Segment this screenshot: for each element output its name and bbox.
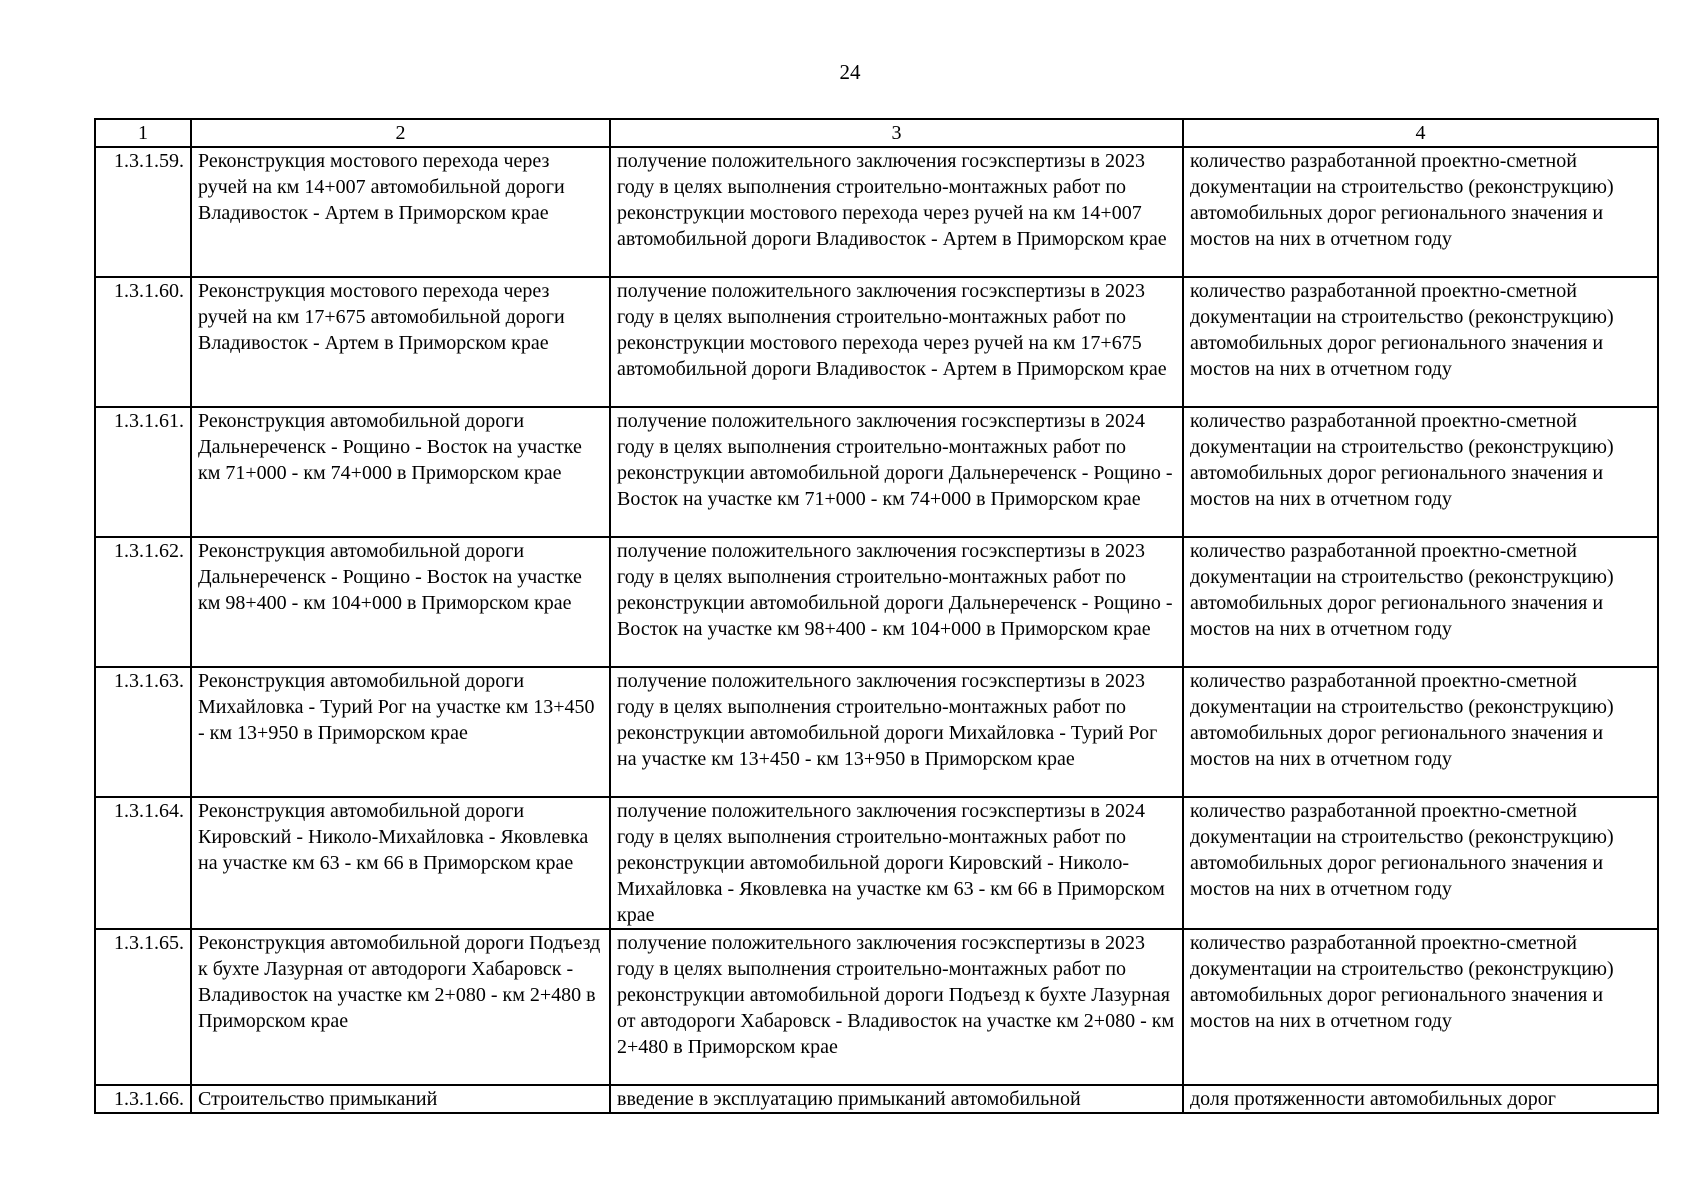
page-number: 24 — [839, 60, 861, 84]
row-number: 1.3.1.60. — [95, 277, 191, 407]
expected-result: получение положительного заключения госэкспертизы в 2023 году в целях выполнения строительно-монтажных работ по реконструкции мостового перехода через ручей на км 17+675 автомобильной дороги Владивосток - Артем в Приморском крае — [610, 277, 1183, 407]
row-number: 1.3.1.65. — [95, 929, 191, 1085]
row-number: 1.3.1.59. — [95, 147, 191, 277]
table-header-row — [95, 119, 1658, 147]
indicator: количество разработанной проектно-сметной документации на строительство (реконструкцию) автомобильных дорог регионального значения и мостов на них в отчетном году — [1183, 797, 1658, 929]
indicator: количество разработанной проектно-сметной документации на строительство (реконструкцию) автомобильных дорог регионального значения и мостов на них в отчетном году — [1183, 667, 1658, 797]
table-row — [95, 147, 1658, 277]
expected-result: получение положительного заключения госэкспертизы в 2023 году в целях выполнения строительно-монтажных работ по реконструкции мостового перехода через ручей на км 14+007 автомобильной дороги Владивосток - Артем в Приморском крае — [610, 147, 1183, 277]
event-name: Реконструкция автомобильной дороги Подъезд к бухте Лазурная от автодороги Хабаровск - Владивосток на участке км 2+080 - км 2+480 в Приморском крае — [191, 929, 610, 1085]
event-name: Реконструкция автомобильной дороги Дальнереченск - Рощино - Восток на участке км 71+000 - км 74+000 в Приморском крае — [191, 407, 610, 537]
row-number: 1.3.1.64. — [95, 797, 191, 929]
indicator: количество разработанной проектно-сметной документации на строительство (реконструкцию) автомобильных дорог регионального значения и мостов на них в отчетном году — [1183, 407, 1658, 537]
indicator: количество разработанной проектно-сметной документации на строительство (реконструкцию) автомобильных дорог регионального значения и мостов на них в отчетном году — [1183, 147, 1658, 277]
table-row — [95, 929, 1658, 1085]
table-row — [95, 1085, 1658, 1113]
event-name: Реконструкция мостового перехода через ручей на км 14+007 автомобильной дороги Владивосток - Артем в Приморском крае — [191, 147, 610, 277]
column-header: 1 — [95, 119, 191, 147]
column-header: 3 — [610, 119, 1183, 147]
event-name: Реконструкция автомобильной дороги Михайловка - Турий Рог на участке км 13+450 - км 13+950 в Приморском крае — [191, 667, 610, 797]
table-row — [95, 277, 1658, 407]
row-number: 1.3.1.63. — [95, 667, 191, 797]
row-number: 1.3.1.66. — [95, 1085, 191, 1113]
expected-result: получение положительного заключения госэкспертизы в 2024 году в целях выполнения строительно-монтажных работ по реконструкции автомобильной дороги Кировский - Николо-Михайловка - Яковлевка на участке км 63 - км 66 в Приморском крае — [610, 797, 1183, 929]
table-row — [95, 407, 1658, 537]
row-number: 1.3.1.62. — [95, 537, 191, 667]
expected-result: получение положительного заключения госэкспертизы в 2023 году в целях выполнения строительно-монтажных работ по реконструкции автомобильной дороги Дальнереченск - Рощино - Восток на участке км 98+400 - км 104+000 в Приморском крае — [610, 537, 1183, 667]
indicator: количество разработанной проектно-сметной документации на строительство (реконструкцию) автомобильных дорог регионального значения и мостов на них в отчетном году — [1183, 929, 1658, 1085]
row-number: 1.3.1.61. — [95, 407, 191, 537]
event-name: Реконструкция автомобильной дороги Кировский - Николо-Михайловка - Яковлевка на участке км 63 - км 66 в Приморском крае — [191, 797, 610, 929]
expected-result: получение положительного заключения госэкспертизы в 2023 году в целях выполнения строительно-монтажных работ по реконструкции автомобильной дороги Подъезд к бухте Лазурная от автодороги Хабаровск - Владивосток на участке км 2+080 - км 2+480 в Приморском крае — [610, 929, 1183, 1085]
event-name: Реконструкция автомобильной дороги Дальнереченск - Рощино - Восток на участке км 98+400 - км 104+000 в Приморском крае — [191, 537, 610, 667]
table-row — [95, 667, 1658, 797]
expected-result: получение положительного заключения госэкспертизы в 2023 году в целях выполнения строительно-монтажных работ по реконструкции автомобильной дороги Михайловка - Турий Рог на участке км 13+450 - км 13+950 в Приморском крае — [610, 667, 1183, 797]
document-table — [94, 118, 1659, 1114]
expected-result: введение в эксплуатацию примыканий автомобильной — [610, 1085, 1183, 1113]
event-name: Строительство примыканий — [191, 1085, 610, 1113]
event-name: Реконструкция мостового перехода через ручей на км 17+675 автомобильной дороги Владивосток - Артем в Приморском крае — [191, 277, 610, 407]
table-row — [95, 797, 1658, 929]
column-header: 2 — [191, 119, 610, 147]
table-row — [95, 537, 1658, 667]
expected-result: получение положительного заключения госэкспертизы в 2024 году в целях выполнения строительно-монтажных работ по реконструкции автомобильной дороги Дальнереченск - Рощино - Восток на участке км 71+000 - км 74+000 в Приморском крае — [610, 407, 1183, 537]
indicator: количество разработанной проектно-сметной документации на строительство (реконструкцию) автомобильных дорог регионального значения и мостов на них в отчетном году — [1183, 277, 1658, 407]
indicator: количество разработанной проектно-сметной документации на строительство (реконструкцию) автомобильных дорог регионального значения и мостов на них в отчетном году — [1183, 537, 1658, 667]
column-header: 4 — [1183, 119, 1658, 147]
indicator: доля протяженности автомобильных дорог — [1183, 1085, 1658, 1113]
